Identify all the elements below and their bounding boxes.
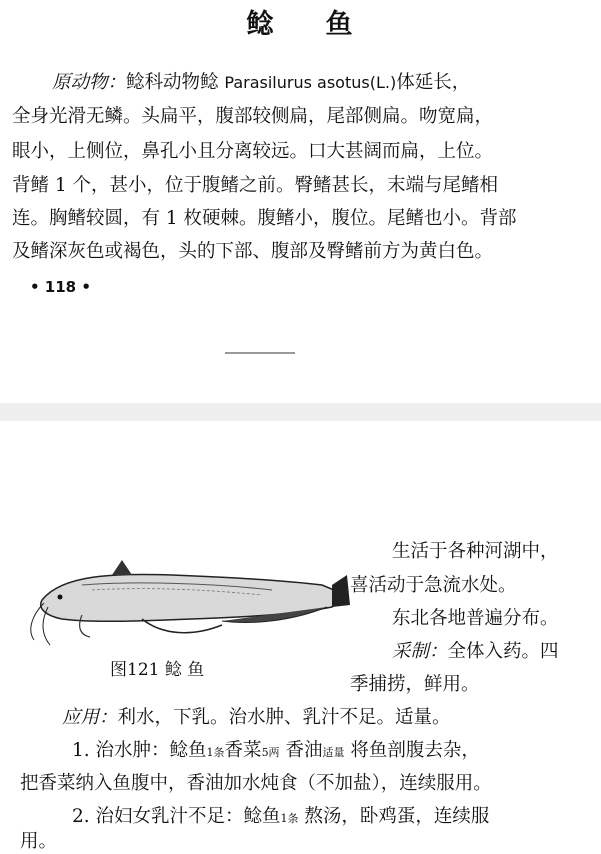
description-label: 原动物： [52,72,127,93]
recipe-2-text-a: 2. 治妇女乳汁不足：鲶鱼 [72,806,281,827]
page-separator [0,403,601,421]
harvest-label: 采制： [392,641,448,662]
description-line-4: 背鳍 1 个，甚小，位于腹鳍之前。臀鳍甚长，末端与尾鳍相 [12,175,499,196]
recipe-1-quantity-3: 适量 [322,746,345,759]
recipe-2-text-b: 熬汤，卧鸡蛋，连续服 [298,806,490,827]
usage-text: 利水，下乳。治水肿、乳汁不足。适量。 [117,707,451,728]
title-char-1: 鲶 [246,9,276,40]
recipe-1-quantity-2: 5两 [261,746,280,759]
description-line-6: 及鳍深灰色或褐色，头的下部、腹部及臀鳍前方为黄白色。 [12,241,494,262]
figure-caption: 图121 鲶 鱼 [110,660,205,680]
latin-name: Parasilurus asotus(L.) [224,73,397,92]
harvest-line-1 [392,640,559,664]
catfish-illustration [22,545,352,650]
description-line-3: 眼小，上侧位，鼻孔小且分离较远。口大甚阔而扁，上位。 [12,141,494,162]
description-text-1b: 体延长， [396,72,471,93]
recipe-1-text-d: 将鱼剖腹去杂， [344,740,480,761]
recipe-2-line-1 [72,805,489,831]
recipe-2-line-2: 用。 [20,831,58,852]
harvest-line-2: 季捕捞，鲜用。 [350,674,480,695]
recipe-1-line-2: 把香菜纳入鱼腹中，香油加水炖食（不加盐），连续服用。 [20,773,492,794]
habitat-line-1: 生活于各种河湖中， [392,541,559,562]
recipe-1-text-c: 香油 [279,740,323,761]
recipe-1-text-a: 1. 治水肿：鲶鱼 [72,740,207,761]
description-line-5: 连。胸鳍较圆，有 1 枚硬棘。腹鳍小，腹位。尾鳍也小。背部 [12,208,517,229]
distribution-text: 东北各地普遍分布。 [392,608,559,629]
description-line-1 [52,71,470,95]
recipe-1-line-1 [72,739,480,765]
recipe-2-quantity-1: 1条 [280,812,299,825]
habitat-line-2: 喜活动于急流水处。 [350,575,517,596]
scan-artifact [225,352,295,354]
description-line-2: 全身光滑无鳞。头扁平，腹部较侧扁，尾部侧扁。吻宽扁， [12,106,494,127]
usage-label: 应用： [62,707,118,728]
description-text-1a: 鲶科动物鲶 [126,72,225,93]
page-number: • 118 • [30,278,91,296]
recipe-1-text-b: 香菜 [224,740,262,761]
title-char-2: 鱼 [325,9,355,40]
harvest-text-1: 全体入药。四 [447,641,559,662]
page-upper [0,0,601,403]
page-title [0,2,601,41]
usage-line [62,706,451,730]
recipe-1-quantity-1: 1条 [206,746,225,759]
